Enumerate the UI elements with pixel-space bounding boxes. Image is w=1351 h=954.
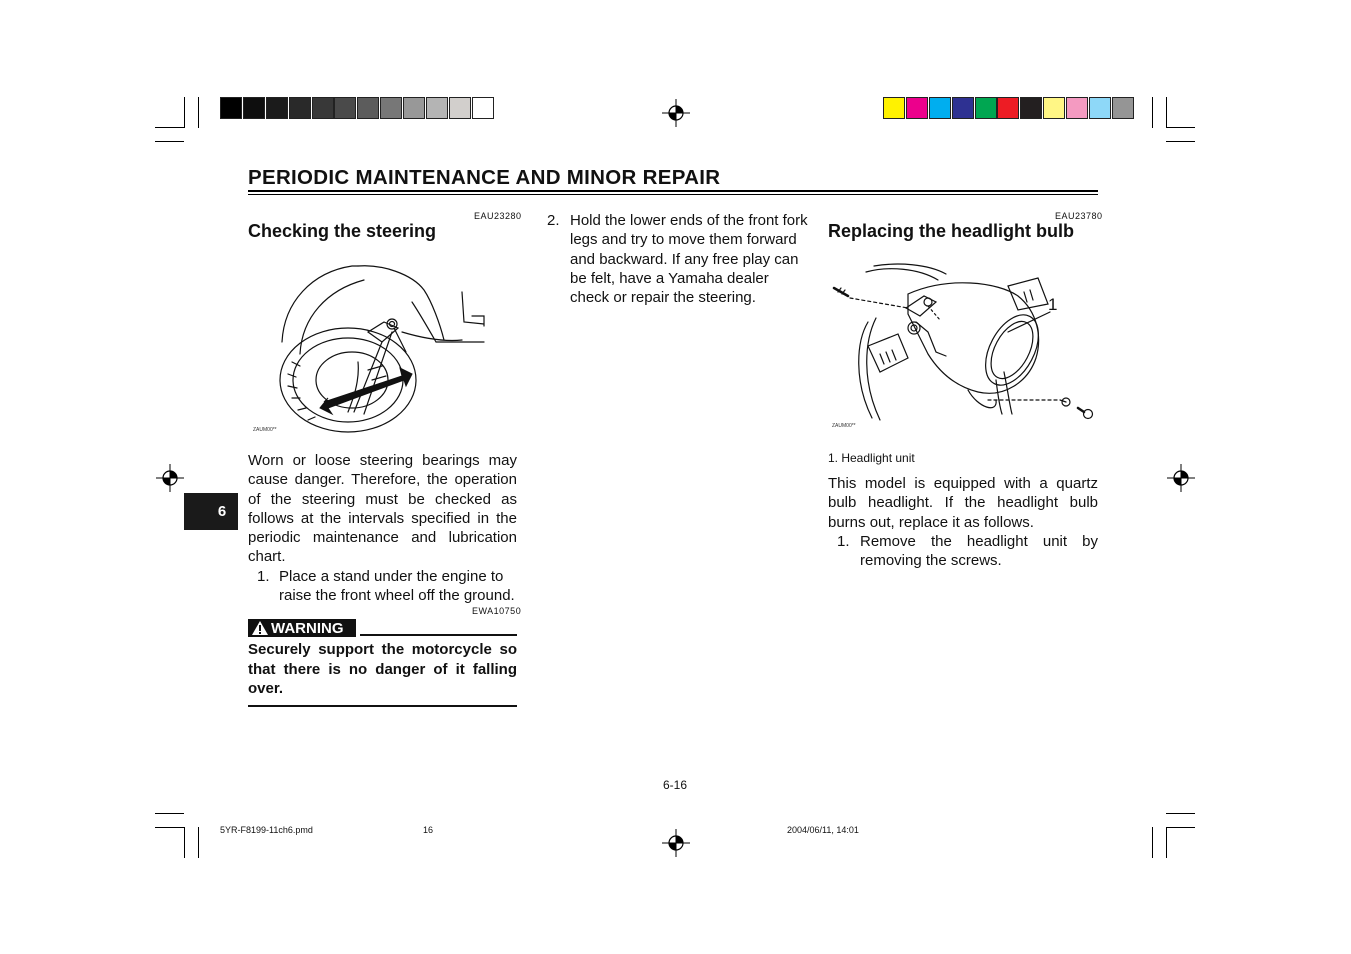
color-swatch	[380, 97, 402, 119]
figure-caption: 1. Headlight unit	[828, 451, 915, 465]
section-code: EAU23280	[474, 211, 522, 221]
step-text: Place a stand under the engine to raise the front wheel off the ground.	[279, 568, 515, 605]
color-swatch	[1112, 97, 1134, 119]
section-code: EAU23780	[1055, 211, 1103, 221]
step-number: 2.	[547, 212, 560, 229]
figure-code: ZAUM00**	[832, 423, 856, 429]
registration-target-icon	[156, 464, 184, 492]
header-rule	[248, 190, 1098, 192]
crop-mark	[184, 827, 185, 858]
registration-target-icon	[662, 829, 690, 857]
page-number: 6-16	[663, 778, 688, 792]
warning-label: WARNING	[271, 619, 344, 637]
footer-file: 5YR-F8199-11ch6.pmd	[220, 825, 313, 835]
chapter-tab: 6	[184, 493, 238, 530]
crop-mark	[184, 97, 185, 128]
list-item	[257, 567, 517, 607]
color-swatch	[403, 97, 425, 119]
crop-mark	[198, 827, 199, 858]
color-swatch	[220, 97, 242, 119]
section-title-steering: Checking the steering	[248, 221, 437, 241]
crop-mark	[155, 827, 184, 828]
crop-mark	[155, 127, 184, 128]
step-number: 1.	[837, 533, 850, 550]
step-text: Hold the lower ends of the front fork legs and try to move them forward and backward. If any free play can be felt, have a Yamaha dealer check or repair the steering.	[570, 212, 808, 307]
crop-mark	[1152, 97, 1153, 128]
crop-mark	[1166, 827, 1167, 858]
crop-mark	[1166, 141, 1195, 142]
callout-number: 1	[1048, 295, 1058, 314]
crop-mark	[1166, 127, 1195, 128]
step-number: 1.	[257, 568, 270, 585]
crop-mark	[198, 97, 199, 128]
color-swatch	[975, 97, 997, 119]
headlight-illustration	[828, 262, 1100, 430]
color-swatch	[1020, 97, 1042, 119]
color-swatch	[357, 97, 379, 119]
color-swatch	[1043, 97, 1065, 119]
crop-mark	[1166, 97, 1167, 128]
process-color-bar	[883, 97, 1135, 119]
grayscale-color-bar	[220, 97, 495, 119]
steering-illustration	[272, 262, 494, 436]
warning-badge	[248, 619, 356, 637]
color-swatch	[472, 97, 494, 119]
warning-triangle-icon	[252, 621, 268, 635]
crop-mark	[1152, 827, 1153, 858]
color-swatch	[997, 97, 1019, 119]
color-swatch	[334, 97, 356, 119]
list-item	[837, 532, 1098, 572]
headlight-paragraph: This model is equipped with a quartz bulb headlight. If the headlight bulb burns out, replace it as follows.	[828, 475, 1098, 531]
figure-code: ZAUM00**	[253, 427, 277, 433]
color-swatch	[449, 97, 471, 119]
color-swatch	[312, 97, 334, 119]
color-swatch	[952, 97, 974, 119]
header-rule	[248, 194, 1098, 195]
footer-date: 2004/06/11, 14:01	[787, 825, 859, 835]
color-swatch	[426, 97, 448, 119]
crop-mark	[155, 141, 184, 142]
warning-rule	[248, 705, 517, 707]
section-title-headlight: Replacing the headlight bulb	[828, 221, 1075, 241]
warning-rule	[360, 634, 517, 636]
list-item	[547, 211, 808, 311]
color-swatch	[1089, 97, 1111, 119]
crop-mark	[155, 813, 184, 814]
crop-mark	[1166, 827, 1195, 828]
registration-target-icon	[1167, 464, 1195, 492]
footer-page: 16	[423, 825, 434, 835]
color-swatch	[266, 97, 288, 119]
step-text: Remove the headlight unit by removing the screws.	[860, 533, 1098, 570]
color-swatch	[289, 97, 311, 119]
warning-code: EWA10750	[472, 606, 522, 616]
color-swatch	[906, 97, 928, 119]
steering-paragraph: Worn or loose steering bearings may cause danger. Therefore, the operation of the steering must be checked as follows at the intervals specified in the periodic maintenance and lubrication chart.	[248, 452, 517, 566]
color-swatch	[883, 97, 905, 119]
color-swatch	[1066, 97, 1088, 119]
warning-text: Securely support the motorcycle so that there is no danger of it falling over.	[248, 641, 517, 697]
registration-target-icon	[662, 99, 690, 127]
color-swatch	[243, 97, 265, 119]
crop-mark	[1166, 813, 1195, 814]
page-title: PERIODIC MAINTENANCE AND MINOR REPAIR	[248, 166, 721, 189]
color-swatch	[929, 97, 951, 119]
